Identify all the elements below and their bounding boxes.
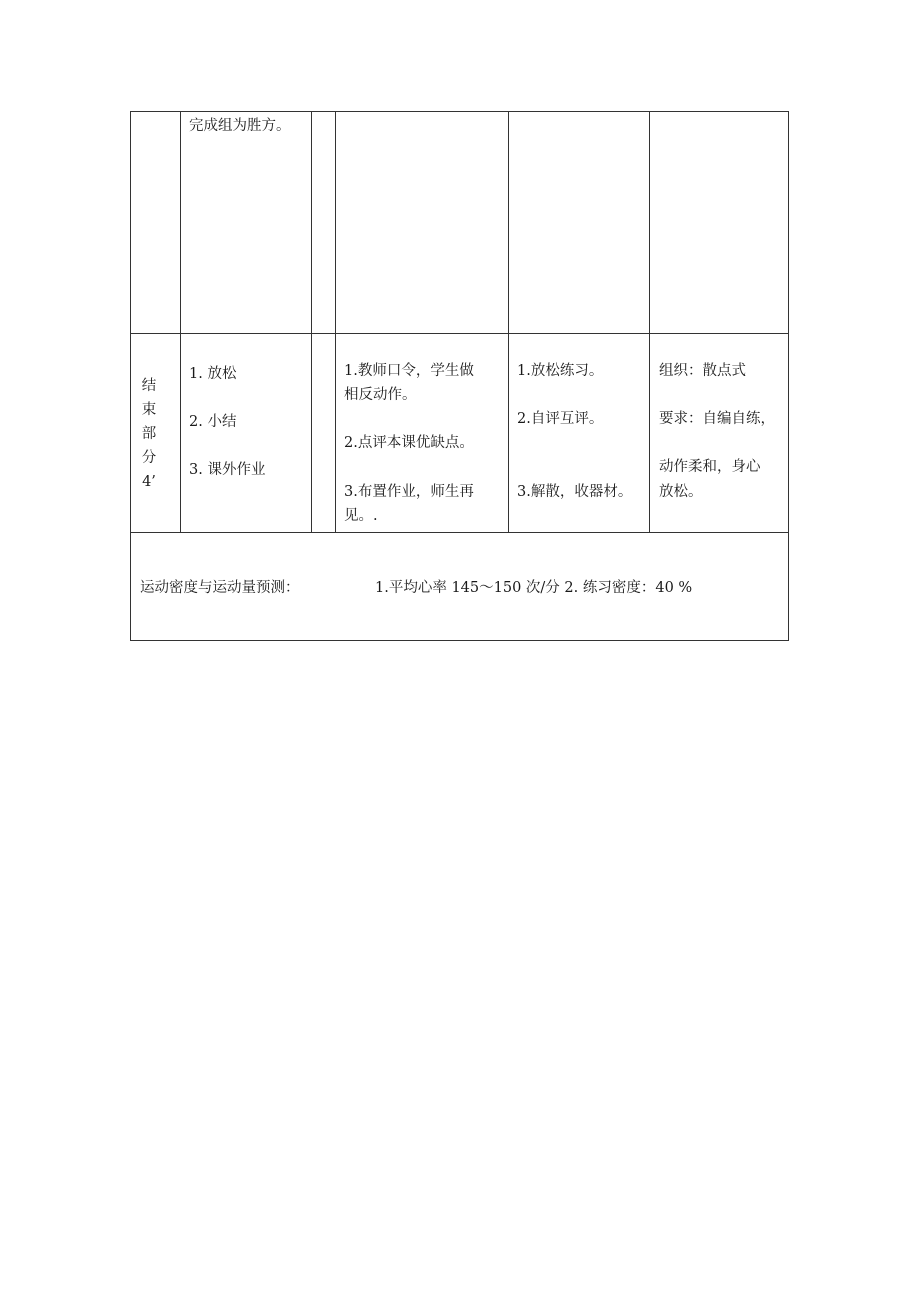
- teacher-activity-line: 2.点评本课优缺点。: [344, 435, 474, 451]
- content-item: 2. 小结: [189, 414, 237, 430]
- student-activity-line: 3.解散，收器材。: [517, 484, 633, 500]
- organization-line: 要求：自编自练，: [659, 411, 775, 427]
- column-divider: [649, 112, 650, 532]
- column-divider: [335, 112, 336, 532]
- row-divider: [131, 333, 788, 334]
- summary-label: 运动密度与运动量预测：: [140, 580, 300, 596]
- teacher-activity-line: 3.布置作业，师生再: [344, 484, 474, 500]
- student-activity-line: 1.放松练习。: [517, 363, 604, 379]
- student-activity-line: 2.自评互评。: [517, 411, 604, 427]
- teacher-activity-line: 相反动作。: [344, 387, 417, 403]
- organization-line: 组织：散点式: [659, 363, 746, 379]
- column-divider: [508, 112, 509, 532]
- content-item: 3. 课外作业: [189, 462, 266, 478]
- organization-line: 动作柔和，身心: [659, 459, 761, 475]
- section-label-ending: 结 束 部 分 4’: [141, 378, 157, 490]
- row-divider: [131, 532, 788, 533]
- teacher-activity-line: 1.教师口令，学生做: [344, 363, 474, 379]
- teacher-activity-line: 见。.: [344, 508, 378, 524]
- organization-line: 放松。: [659, 484, 703, 500]
- column-divider: [311, 112, 312, 532]
- lesson-plan-table: [130, 111, 789, 641]
- summary-value: 1.平均心率 145～150 次/分 2. 练习密度：40 %: [375, 580, 693, 596]
- top-row-content: 完成组为胜方。: [189, 118, 291, 134]
- content-item: 1. 放松: [189, 366, 237, 382]
- column-divider: [180, 112, 181, 532]
